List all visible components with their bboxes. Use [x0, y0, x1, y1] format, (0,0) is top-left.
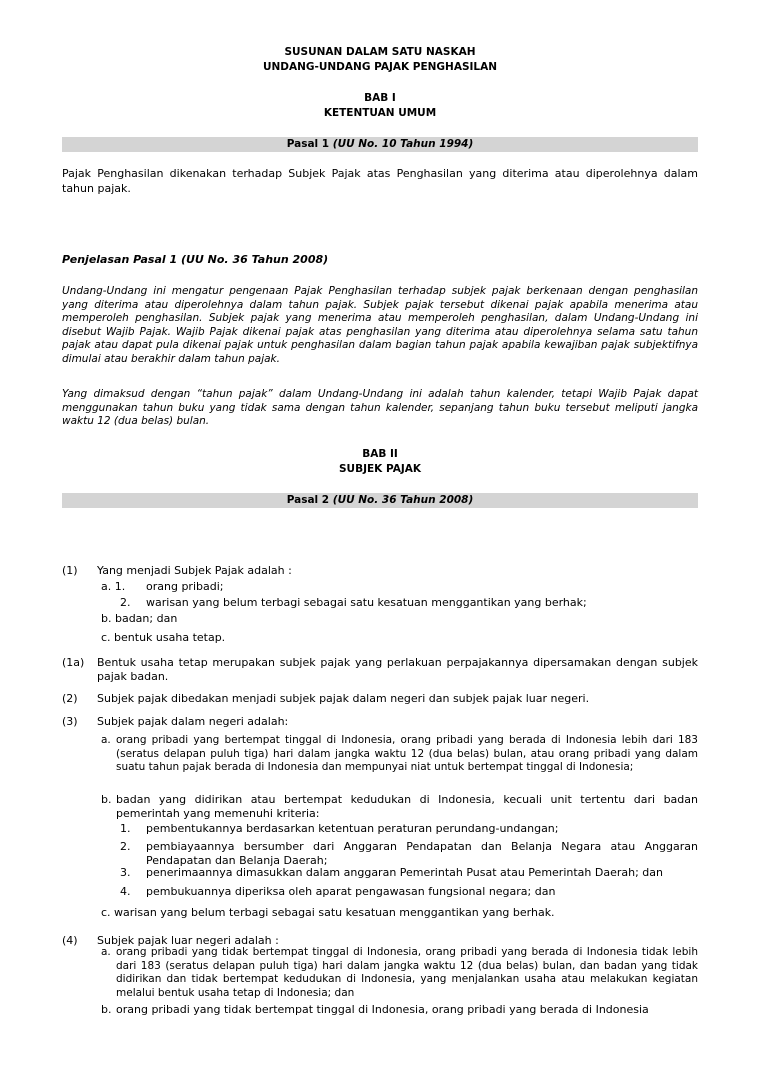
- ayat3-b-item-number: 1.: [120, 822, 131, 835]
- document-title: SUSUNAN DALAM SATU NASKAH: [284, 46, 476, 58]
- ayat1-a2: warisan yang belum terbagi sebagai satu kesatuan menggantikan yang berhak;: [146, 596, 587, 609]
- pasal2-label: Pasal 2: [286, 494, 333, 506]
- pasal1-ref: (UU No. 10 Tahun 1994): [332, 138, 474, 150]
- ayat4-number: (4): [62, 934, 78, 947]
- ayat1-a1: orang pribadi;: [146, 580, 224, 593]
- bab2-title: BAB II: [362, 448, 398, 460]
- ayat3-b-item-text: pembukuannya diperiksa oleh aparat pengawasan fungsional negara; dan: [146, 885, 556, 898]
- penjelasan1-para1: Undang-Undang ini mengatur pengenaan Pajak Penghasilan terhadap subjek pajak berkenaan dengan penghasilan yang diterima atau diperolehnya dalam tahun pajak. Subjek pajak tersebut dikenai pajak apabila menerima atau memperoleh penghasilan. Subjek pajak yang menerima atau memperoleh penghasilan, dalam Undang-Undang ini disebut Wajib Pajak. Wajib Pajak dikenai pajak atas penghasilan yang diterima atau diperolehnya selama satu tahun pajak atau dapat pula dikenai pajak untuk penghasilan dalam bagian tahun pajak apabila kewajiban pajak subjektifnya dimulai atau berakhir dalam tahun pajak.: [62, 285, 698, 365]
- ayat4-a-label: a.: [101, 946, 111, 958]
- pasal1-body: Pajak Penghasilan dikenakan terhadap Subjek Pajak atas Penghasilan yang diterima atau diperolehnya dalam tahun pajak.: [62, 167, 698, 195]
- ayat3-b-item-text: penerimaannya dimasukkan dalam anggaran Pemerintah Pusat atau Pemerintah Daerah; dan: [146, 866, 663, 879]
- pasal1-label: Pasal 1: [286, 138, 333, 150]
- penjelasan1-heading: Penjelasan Pasal 1 (UU No. 36 Tahun 2008): [62, 253, 329, 266]
- ayat4-b-label: b.: [101, 1003, 112, 1016]
- pasal1-heading-bar: [62, 137, 698, 152]
- ayat3-text: Subjek pajak dalam negeri adalah:: [97, 715, 289, 728]
- penjelasan1-para2: Yang dimaksud dengan “tahun pajak” dalam Undang-Undang ini adalah tahun kalender, tetapi Wajib Pajak dapat menggunakan tahun buku yang tidak sama dengan tahun kalender, sepanjang tahun buku tersebut meliputi jangka waktu 12 (dua belas) bulan.: [62, 388, 698, 427]
- ayat1-a-label: a. 1.: [101, 580, 126, 593]
- ayat3-b-label: b.: [101, 793, 112, 806]
- document-subtitle: UNDANG-UNDANG PAJAK PENGHASILAN: [262, 61, 498, 73]
- ayat1a-text: Bentuk usaha tetap merupakan subjek pajak yang perlakuan perpajakannya dipersamakan dengan subjek pajak badan.: [97, 656, 698, 683]
- ayat3-a: orang pribadi yang bertempat tinggal di Indonesia, orang pribadi yang berada di Indonesia lebih dari 183 (seratus delapan puluh tiga) hari dalam jangka waktu 12 (dua belas) bulan, atau orang pribadi yang dalam suatu tahun pajak berada di Indonesia dan mempunyai niat untuk bertempat tinggal di Indonesia;: [116, 734, 698, 773]
- bab1-title: BAB I: [364, 92, 396, 104]
- pasal2-heading-bar: [62, 493, 698, 508]
- ayat1-b: b. badan; dan: [101, 612, 178, 625]
- bab2-subtitle: SUBJEK PAJAK: [339, 463, 421, 475]
- ayat1-text: Yang menjadi Subjek Pajak adalah :: [97, 564, 292, 577]
- ayat3-c: c. warisan yang belum terbagi sebagai satu kesatuan menggantikan yang berhak.: [101, 906, 555, 919]
- ayat3-b-item-number: 2.: [120, 840, 131, 853]
- ayat4-text: Subjek pajak luar negeri adalah :: [97, 934, 279, 947]
- ayat1-c: c. bentuk usaha tetap.: [101, 631, 226, 644]
- ayat3-b-item-number: 4.: [120, 885, 131, 898]
- ayat4-a: orang pribadi yang tidak bertempat tinggal di Indonesia, orang pribadi yang berada di Indonesia tidak lebih dari 183 (seratus delapan puluh tiga) hari dalam jangka waktu 12 (dua belas) bulan, dan badan yang tidak didirikan dan tidak bertempat kedudukan di Indonesia, yang menjalankan usaha atau melakukan kegiatan melalui bentuk usaha tetap di Indonesia; dan: [116, 946, 698, 999]
- ayat3-b-item-text: pembiayaannya bersumber dari Anggaran Pendapatan dan Belanja Negara atau Anggaran Pendapatan dan Belanja Daerah;: [146, 840, 698, 867]
- bab1-subtitle: KETENTUAN UMUM: [323, 107, 437, 119]
- pasal2-ref: (UU No. 36 Tahun 2008): [332, 494, 474, 506]
- ayat1-a2-number: 2.: [120, 596, 131, 609]
- ayat3-b: badan yang didirikan atau bertempat kedudukan di Indonesia, kecuali unit tertentu dari badan pemerintah yang memenuhi kriteria:: [116, 793, 698, 820]
- ayat3-number: (3): [62, 715, 78, 728]
- ayat2-number: (2): [62, 692, 78, 705]
- ayat4-b: orang pribadi yang tidak bertempat tinggal di Indonesia, orang pribadi yang berada di Indonesia: [116, 1003, 649, 1016]
- ayat3-b-item-number: 3.: [120, 866, 131, 879]
- ayat3-a-label: a.: [101, 734, 111, 746]
- ayat1-number: (1): [62, 564, 78, 577]
- ayat2-text: Subjek pajak dibedakan menjadi subjek pajak dalam negeri dan subjek pajak luar negeri.: [97, 692, 590, 705]
- ayat1a-number: (1a): [62, 656, 85, 669]
- ayat3-b-item-text: pembentukannya berdasarkan ketentuan peraturan perundang-undangan;: [146, 822, 559, 835]
